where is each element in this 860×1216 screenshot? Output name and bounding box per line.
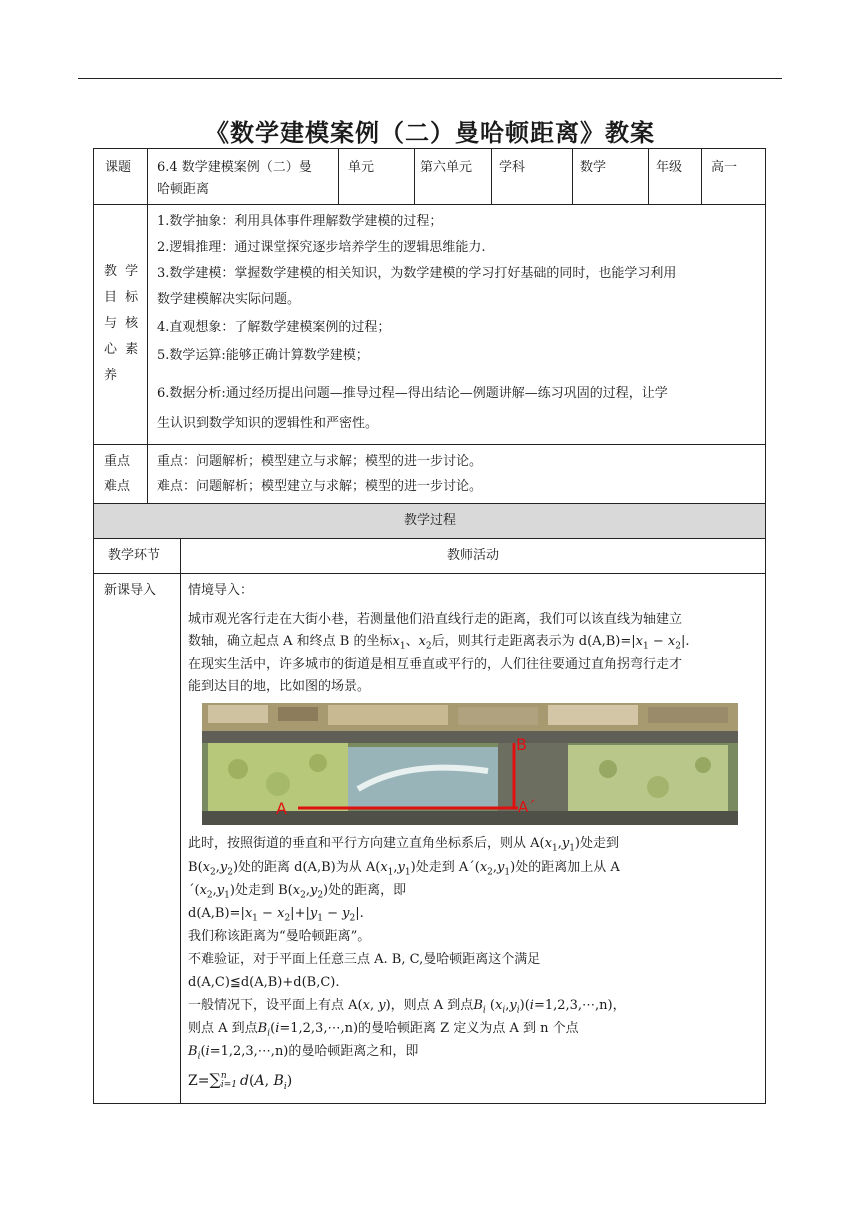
sum-formula: Z=∑ n i=1 d(A, $B_i$) [188,1070,293,1092]
table-line [93,538,766,539]
p2-line1: 此时，按照街道的垂直和平行方向建立直角坐标系后，则从 $A(x_1,y_1)$处走到 [188,836,620,854]
goal-item: 2.逻辑推理：通过课堂探究逐步培养学生的逻辑思维能力. [157,240,486,255]
map-label-b: B [516,735,527,754]
p2-line3: $´(x_2,y_1)$处走到 $B(x_2,y_2)$处的距离，即 [188,883,407,901]
table-line [93,148,766,149]
topic-label: 课题 [105,160,132,175]
table-line [180,538,181,1104]
table-line [93,148,94,1104]
goal-item: 数学建模解决实际问题。 [157,292,301,307]
topic-value-line1: 6.4 数学建模案例（二）曼 [157,160,312,175]
p5-line3: $B_i(i=1,2,3,\cdots,n)$的曼哈顿距离之和，即 [188,1044,419,1062]
city-map-svg [188,699,742,830]
col-header-stage: 教学环节 [108,548,161,563]
table-line [93,204,766,205]
table-line [765,148,766,1104]
col-header-activity: 教师活动 [446,548,499,563]
process-header: 教学过程 [403,513,456,528]
goals-label-3: 与 核 [104,316,141,331]
subject-label: 学科 [499,160,526,175]
subject-value: 数学 [580,160,607,175]
p2-line2: $B(x_2,y_2)$处的距离 d(A,B)为从 $A(x_1,y_1)$处走到 $A´(x_2,y_1)$处的距离加上从 A [188,860,620,878]
goal-item: 3.数学建模：掌握数学建模的相关知识，为数学建模的学习打好基础的同时，也能学习利用 [157,266,677,281]
topic-value-line2: 哈顿距离 [157,182,210,197]
table-line [648,148,649,205]
header-rule [78,78,782,79]
stage-name: 新课导入 [104,583,157,598]
grade-value: 高一 [711,160,738,175]
goal-item: 生认识到数学知识的逻辑性和严密性。 [157,416,379,431]
goals-label-5: 养 [104,368,118,383]
p3: 我们称该距离为“曼哈顿距离”。 [188,929,371,944]
table-line [338,148,339,205]
table-line [491,148,492,205]
p4-line2: d(A,C)≦d(A,B)+d(B,C). [188,975,340,990]
p5-line1: 一般情况下，设平面上有点 A(x, y)，则点 A 到点$B_i$ $(x_i,y_i)(i=1,2,3,\cdots,n)$， [188,998,626,1016]
unit-value: 第六单元 [420,160,473,175]
intro-label: 情境导入： [188,583,254,598]
goal-item: 1.数学抽象：利用具体事件理解数学建模的过程； [157,214,443,229]
city-map-image [188,699,742,830]
p1-line1: 城市观光客行走在大街小巷，若测量他们沿直线行走的距离，我们可以该直线为轴建立 [188,612,683,627]
goal-item: 4.直观想象：了解数学建模案例的过程； [157,320,391,335]
p1-line2: 数轴，确立起点 A 和终点 B 的坐标$x_1$、$x_2$后，则其行走距离表示为 $d(A,B)=|x_1 - x_2|$. [188,634,690,652]
goal-item: 5.数学运算:能够正确计算数学建模； [157,348,369,363]
table-line [414,148,415,205]
page-title: 《数学建模案例（二）曼哈顿距离》教案 [205,118,655,147]
key-point: 重点：问题解析；模型建立与求解；模型的进一步讨论。 [157,454,483,469]
map-label-a-prime: A´ [518,798,536,816]
keypoint-label-2: 难点 [104,479,131,494]
difficult-point: 难点：问题解析；模型建立与求解；模型的进一步讨论。 [157,479,483,494]
keypoint-label-1: 重点 [104,454,131,469]
table-line [572,148,573,205]
table-line [701,148,702,205]
table-line [93,1103,766,1104]
goals-label-1: 教 学 [104,264,141,279]
p2-line4-formula: $d(A,B)=|x_1 - x_2|+|y_1 - y_2|$. [188,906,364,924]
map-label-a: A [276,799,287,818]
goals-label-4: 心 素 [104,342,141,357]
p4-line1: 不难验证，对于平面上任意三点 A. B, C,曼哈顿距离这个满足 [188,952,541,967]
p5-line2: 则点 A 到点$B_i(i=1,2,3,\cdots,n)$的曼哈顿距离 Z 定义为点 A 到 n 个点 [188,1021,579,1039]
goals-label-2: 目 标 [104,290,141,305]
p1-line3: 在现实生活中，许多城市的街道是相互垂直或平行的，人们往往要通过直角拐弯行走才 [188,657,683,672]
grade-label: 年级 [656,160,683,175]
table-line [93,573,766,574]
p1-line4: 能到达目的地，比如图的场景。 [188,679,371,694]
goal-item: 6.数据分析:通过经历提出问题—推导过程—得出结论—例题讲解—练习巩固的过程，让学 [157,386,668,401]
table-line [93,444,766,445]
table-line [147,148,148,504]
unit-label: 单元 [348,160,375,175]
